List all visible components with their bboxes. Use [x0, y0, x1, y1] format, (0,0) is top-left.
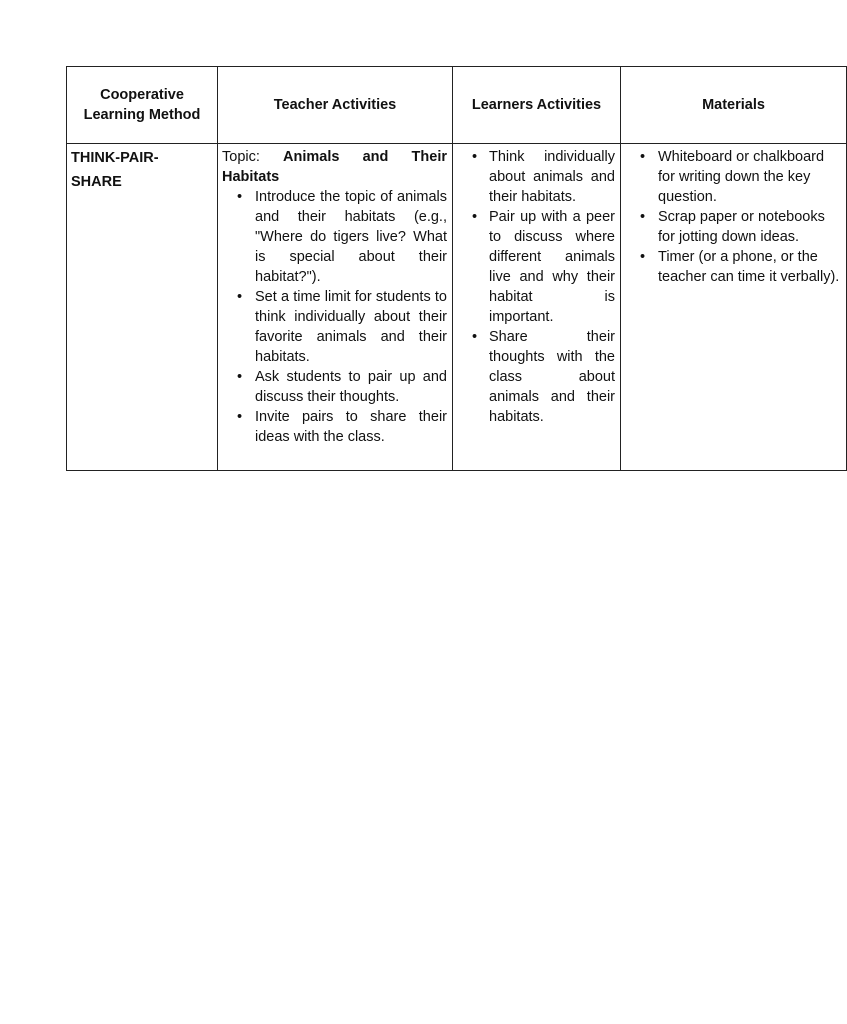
list-item: • Set a time limit for students to think individually about their favorite animals and their habitats. [222, 287, 447, 367]
learners-activities-list [457, 147, 615, 427]
header-materials: Materials [621, 67, 847, 144]
list-item: • Scrap paper or notebooks for jotting down ideas. [625, 207, 841, 247]
materials-list [625, 147, 841, 287]
list-item: • Share their thoughts with the class about animals and their habitats. [457, 327, 615, 427]
list-item: • Introduce the topic of animals and their habitats (e.g., "Where do tigers live? What is special about their habitat?"). [222, 187, 447, 287]
list-item: • Think individually about animals and their habitats. [457, 147, 615, 207]
list-item: • Timer (or a phone, or the teacher can time it verbally). [625, 247, 841, 287]
topic-title: Animals and Their [283, 149, 447, 165]
header-method: Cooperative Learning Method [67, 67, 218, 144]
method-cell [67, 144, 218, 471]
list-item: • Invite pairs to share their ideas with the class. [222, 407, 447, 447]
teacher-activities-list [222, 187, 447, 447]
lesson-plan-table [66, 66, 847, 471]
header-learners-activities: Learners Activities [453, 67, 621, 144]
teacher-activities-cell [218, 144, 453, 471]
list-item: • Whiteboard or chalkboard for writing down the key question. [625, 147, 841, 207]
table-row [67, 144, 847, 471]
header-teacher-activities: Teacher Activities [218, 67, 453, 144]
list-item: • Ask students to pair up and discuss their thoughts. [222, 367, 447, 407]
method-name: THINK-PAIR-SHARE [71, 150, 159, 190]
list-item: • Pair up with a peer to discuss where different animals live and why their habitat is important. [457, 207, 615, 327]
topic-title-continued: Habitats [222, 169, 280, 185]
materials-cell [621, 144, 847, 471]
topic-line [222, 147, 447, 167]
topic-prefix: Topic: [222, 149, 260, 165]
table-header-row [67, 67, 847, 144]
learners-activities-cell [453, 144, 621, 471]
